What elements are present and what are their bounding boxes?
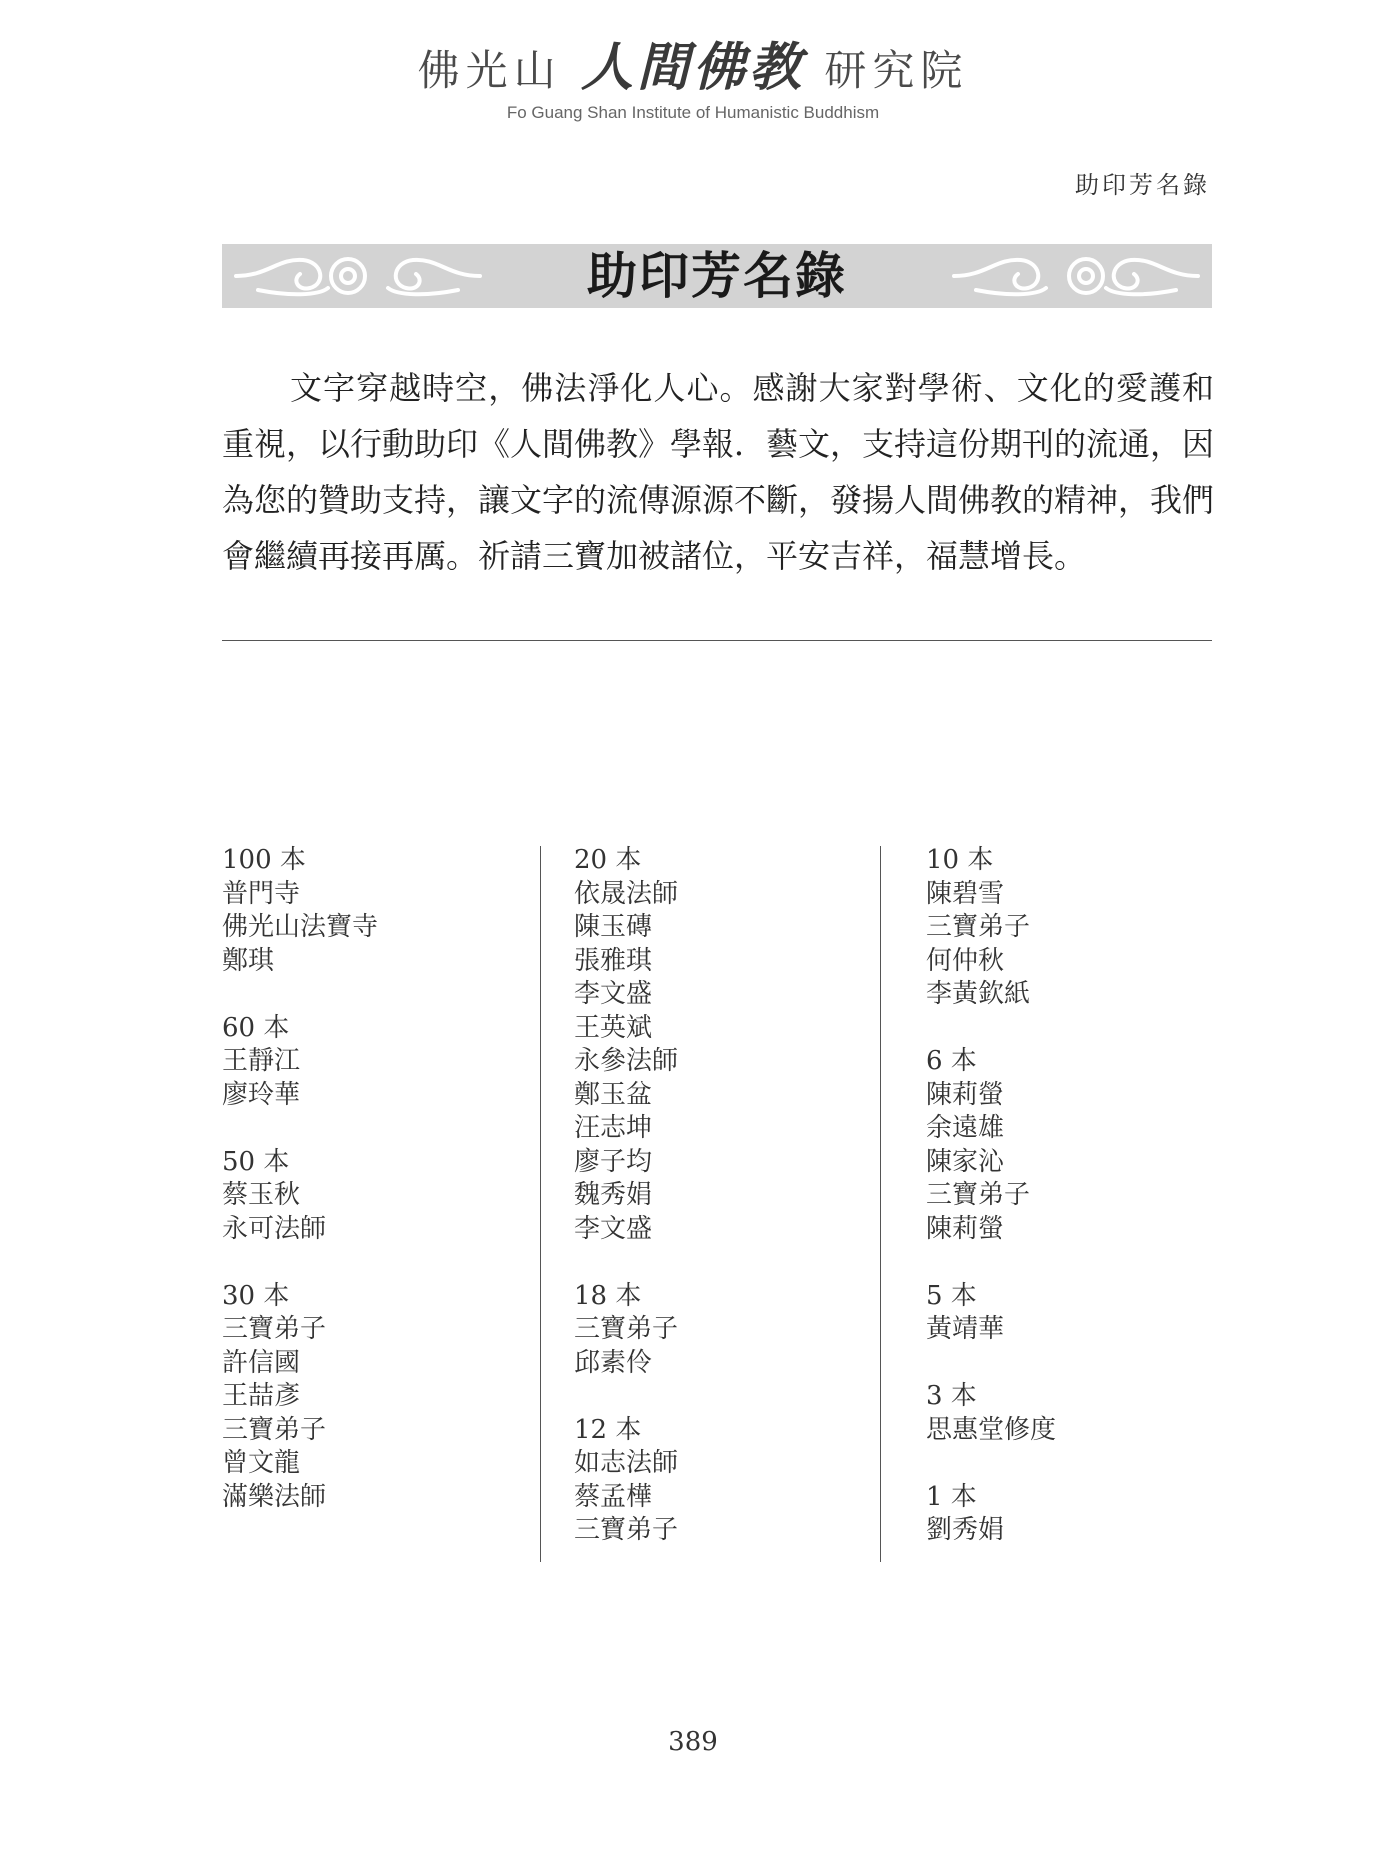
donor-name: 如志法師 xyxy=(574,1448,679,1478)
donor-name: 余遠雄 xyxy=(926,1113,1005,1143)
donor-name: 許信國 xyxy=(222,1347,301,1378)
donor-name: 李文盛 xyxy=(574,1213,653,1244)
donor-name: 廖子均 xyxy=(574,1146,653,1177)
donor-group xyxy=(926,844,1226,1012)
donor-name: 三寶弟子 xyxy=(222,1314,327,1344)
institute-header xyxy=(0,37,1386,123)
title-banner xyxy=(222,244,1212,308)
donor-group xyxy=(926,1045,1226,1246)
donor-name: 黃靖華 xyxy=(926,1314,1005,1344)
donor-name: 李文盛 xyxy=(574,979,653,1009)
donor-name: 陳莉螢 xyxy=(926,1079,1005,1110)
donor-name: 蔡玉秋 xyxy=(222,1180,301,1210)
donor-name: 張雅琪 xyxy=(574,945,653,976)
donor-name: 劉秀娟 xyxy=(926,1515,1005,1545)
donor-name: 李黃欽紙 xyxy=(926,979,1031,1009)
donor-name: 曾文龍 xyxy=(222,1448,301,1478)
donor-name: 何仲秋 xyxy=(926,945,1005,976)
donation-amount: 18 本 xyxy=(574,1280,642,1311)
divider-line xyxy=(222,640,1212,641)
donor-name: 蔡孟樺 xyxy=(574,1481,653,1512)
donor-group xyxy=(222,1280,522,1515)
donor-name: 思惠堂修度 xyxy=(926,1414,1057,1445)
column-separator xyxy=(540,846,541,1562)
donor-name: 滿樂法師 xyxy=(222,1481,327,1512)
donor-group xyxy=(926,1280,1226,1347)
institute-name-calligraphy: 人間佛教 xyxy=(580,37,805,98)
donation-amount: 5 本 xyxy=(926,1280,977,1311)
column-separator xyxy=(880,846,881,1562)
donor-name: 魏秀娟 xyxy=(574,1180,653,1210)
institute-name-part-c: 研究院 xyxy=(824,46,969,95)
institute-name-part-a: 佛光山 xyxy=(417,46,562,95)
donation-amount: 3 本 xyxy=(926,1381,977,1411)
donation-amount: 1 本 xyxy=(926,1481,977,1512)
donation-amount: 6 本 xyxy=(926,1046,977,1076)
donation-amount: 20 本 xyxy=(574,845,642,875)
donor-group xyxy=(222,1012,522,1113)
donor-name: 三寶弟子 xyxy=(926,1180,1031,1210)
donation-amount: 12 本 xyxy=(574,1414,642,1445)
donor-name: 普門寺 xyxy=(222,878,301,909)
donor-column-2 xyxy=(574,844,874,1581)
donor-group xyxy=(926,1380,1226,1447)
donor-name: 王喆彥 xyxy=(222,1381,301,1411)
donor-group xyxy=(574,1414,874,1548)
donor-name: 王英斌 xyxy=(574,1012,653,1043)
donor-column-3 xyxy=(926,844,1226,1581)
donor-name: 三寶弟子 xyxy=(574,1314,679,1344)
banner-title: 助印芳名錄 xyxy=(587,246,847,305)
donor-group xyxy=(574,1280,874,1381)
donor-group xyxy=(222,1146,522,1247)
donor-name: 王靜江 xyxy=(222,1046,301,1076)
scroll-ornament-right-icon xyxy=(946,250,1206,302)
donor-group xyxy=(222,844,522,978)
donation-amount: 10 本 xyxy=(926,845,994,875)
donor-name: 邱素伶 xyxy=(574,1347,653,1378)
donor-group xyxy=(926,1481,1226,1548)
donor-name: 陳玉磚 xyxy=(574,912,653,942)
donor-name: 鄭玉盆 xyxy=(574,1079,653,1110)
donation-amount: 60 本 xyxy=(222,1012,290,1043)
donor-name: 鄭琪 xyxy=(222,945,275,976)
running-header: 助印芳名錄 xyxy=(1075,171,1210,199)
donor-name: 依晟法師 xyxy=(574,878,679,909)
donor-name: 永可法師 xyxy=(222,1213,327,1244)
donation-amount: 50 本 xyxy=(222,1146,290,1177)
donation-amount: 100 本 xyxy=(222,845,306,875)
intro-paragraph: 文字穿越時空，佛法淨化人心。感謝大家對學術、文化的愛護和重視，以行動助印《人間佛教》學報．藝文，支持這份期刊的流通，因為您的贊助支持，讓文字的流傳源源不斷，發揚人間佛教的精神，我們會繼續再接再厲。祈請三寶加被諸位，平安吉祥，福慧增長。 xyxy=(222,369,1215,575)
donor-name: 廖玲華 xyxy=(222,1079,301,1110)
institute-english-name: Fo Guang Shan Institute of Humanistic Buddhism xyxy=(506,103,880,122)
donor-name: 永參法師 xyxy=(574,1046,679,1076)
institute-title xyxy=(0,37,1386,99)
page-number: 389 xyxy=(668,1727,718,1757)
donor-name: 三寶弟子 xyxy=(222,1414,327,1445)
donor-name: 三寶弟子 xyxy=(574,1515,679,1545)
donor-name: 陳碧雪 xyxy=(926,878,1005,909)
donor-name: 佛光山法寶寺 xyxy=(222,912,379,942)
donation-amount: 30 本 xyxy=(222,1280,290,1311)
donor-name: 三寶弟子 xyxy=(926,912,1031,942)
donor-name: 陳家沁 xyxy=(926,1146,1005,1177)
donor-column-1 xyxy=(222,844,522,1548)
donor-name: 汪志坤 xyxy=(574,1113,653,1143)
donor-name: 陳莉螢 xyxy=(926,1213,1005,1244)
donor-group xyxy=(574,844,874,1246)
